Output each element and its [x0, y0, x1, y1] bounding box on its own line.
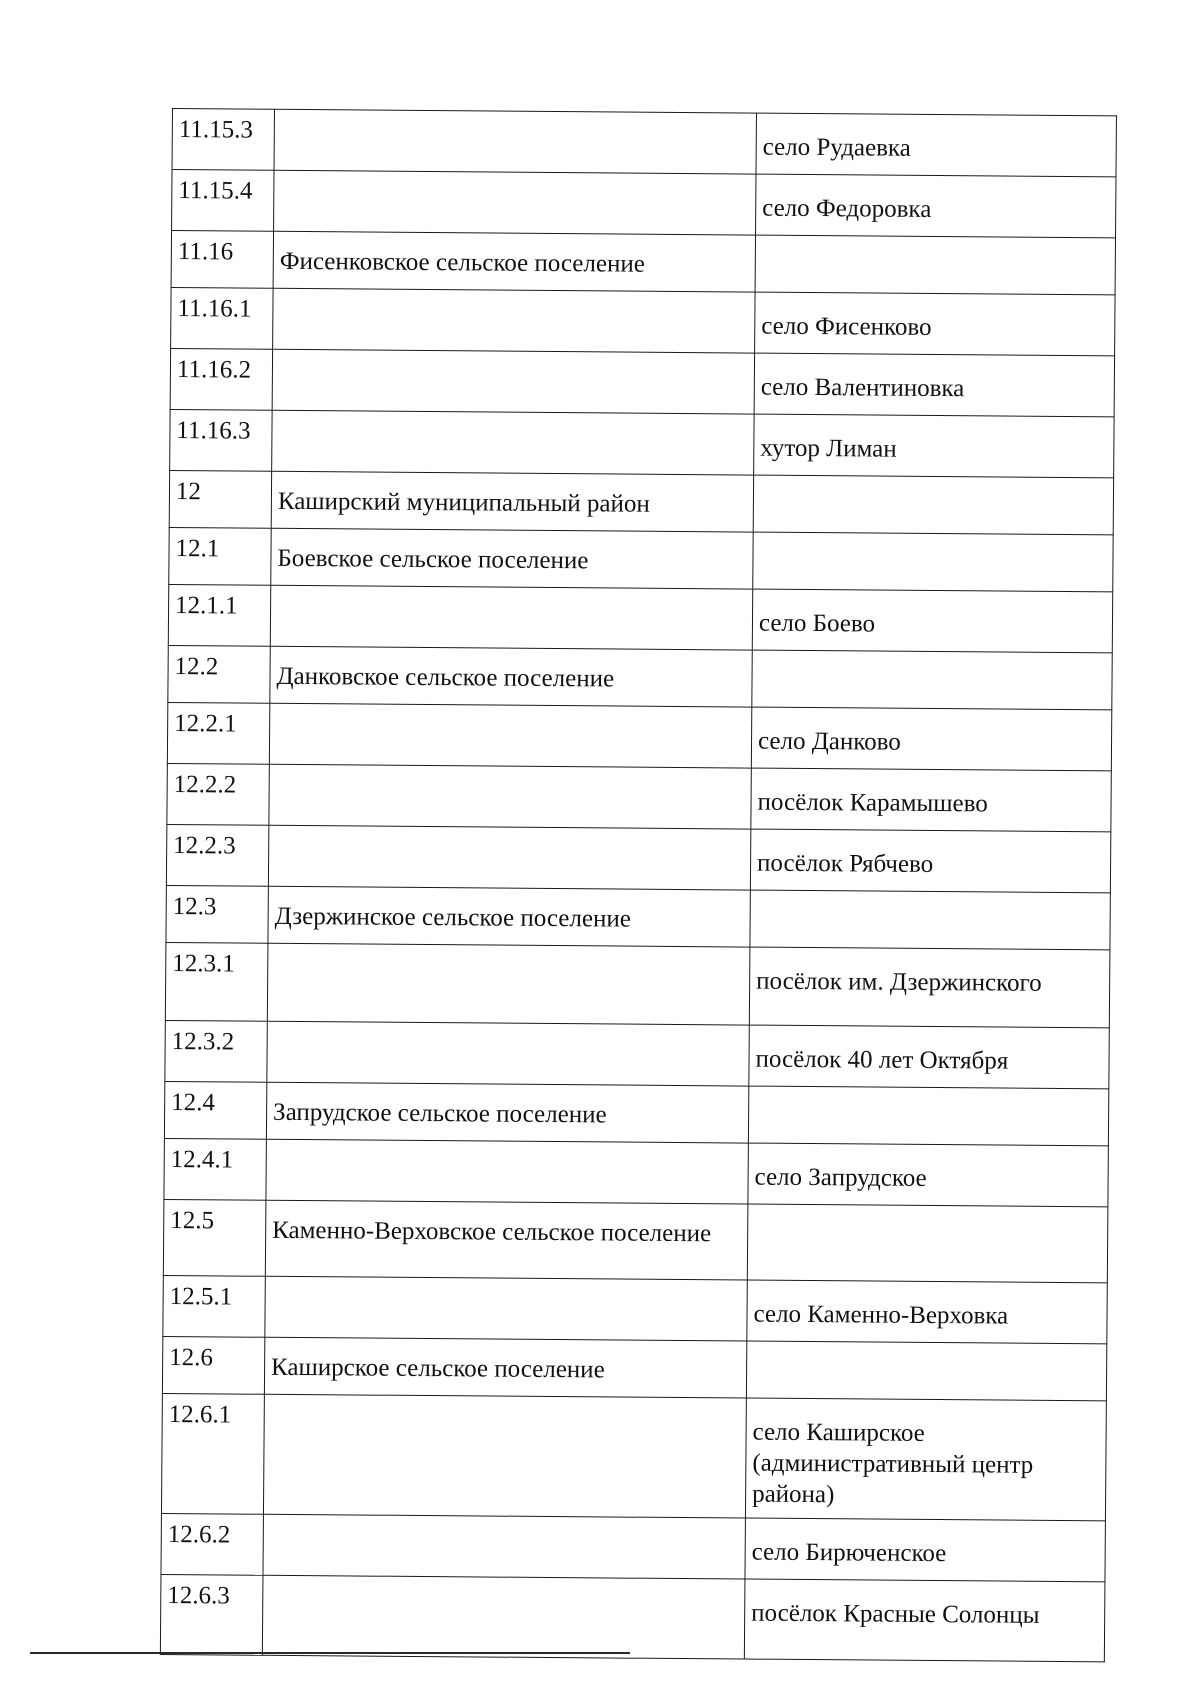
municipality-name-cell	[267, 943, 750, 1025]
municipality-name-cell	[273, 288, 755, 353]
row-number-cell: 12.5	[163, 1199, 266, 1276]
table-row	[162, 1336, 1106, 1400]
table-row	[164, 1138, 1108, 1206]
settlement-name-cell: хутор Лиман	[754, 414, 1114, 478]
table-row	[161, 1513, 1105, 1581]
settlement-name-cell	[753, 532, 1113, 592]
row-number-cell: 12.3	[166, 885, 268, 943]
municipality-name-cell: Каширский муниципальный район	[271, 471, 753, 532]
settlement-name-cell: посёлок Карамышево	[751, 768, 1111, 832]
settlement-name-cell: село Рудаевка	[756, 113, 1116, 177]
municipality-name-cell	[272, 410, 754, 475]
row-number-cell: 11.15.4	[172, 170, 274, 232]
row-number-cell: 12.6.3	[160, 1574, 263, 1655]
table-row	[164, 1081, 1108, 1145]
settlement-name-cell: посёлок Красные Солонцы	[744, 1579, 1105, 1662]
settlement-name-cell: посёлок Рябчево	[750, 829, 1110, 893]
municipality-name-cell: Данковское сельское поселение	[270, 646, 752, 707]
municipality-name-cell	[270, 585, 752, 650]
table-row	[169, 527, 1113, 591]
settlement-name-cell: село Данково	[751, 707, 1111, 771]
row-number-cell: 12	[169, 470, 271, 528]
settlement-name-cell: село Боево	[752, 589, 1112, 653]
municipality-name-cell	[265, 1276, 747, 1341]
settlement-name-cell: село Бирюченское	[745, 1518, 1105, 1582]
municipality-name-cell: Запрудское сельское поселение	[266, 1082, 748, 1143]
settlement-name-cell	[746, 1341, 1106, 1401]
municipality-name-cell	[272, 349, 754, 414]
table-container	[160, 108, 1080, 1662]
table-row	[166, 885, 1110, 949]
table-row	[161, 1393, 1106, 1520]
row-number-cell: 12.6	[162, 1336, 264, 1394]
settlement-name-cell	[747, 1204, 1108, 1283]
municipality-name-cell	[266, 1139, 748, 1204]
municipality-name-cell: Дзержинское сельское поселение	[268, 886, 750, 947]
table-row	[172, 109, 1116, 177]
table-row	[168, 584, 1112, 652]
row-number-cell: 12.3.1	[165, 942, 268, 1021]
table-row	[160, 1574, 1105, 1661]
table-row	[163, 1275, 1107, 1343]
table-row	[165, 1020, 1109, 1088]
row-number-cell: 12.5.1	[163, 1275, 265, 1337]
municipality-name-cell	[263, 1394, 746, 1518]
table-row	[167, 763, 1111, 831]
row-number-cell: 12.6.1	[161, 1393, 264, 1514]
municipality-name-cell: Боевское сельское поселение	[271, 528, 753, 589]
settlement-name-cell	[755, 235, 1115, 295]
table-row	[172, 170, 1116, 238]
row-number-cell: 12.1	[169, 527, 271, 585]
row-number-cell: 11.16	[171, 231, 273, 289]
municipality-name-cell	[268, 825, 750, 890]
settlement-name-cell: село Каменно-Верховка	[747, 1280, 1107, 1344]
table-row	[163, 1199, 1108, 1282]
settlement-name-cell: посёлок 40 лет Октября	[749, 1025, 1109, 1089]
table-row	[165, 942, 1110, 1027]
table-row	[169, 470, 1113, 534]
municipality-name-cell	[262, 1575, 745, 1659]
municipality-name-cell	[267, 1021, 749, 1086]
table-row	[170, 348, 1114, 416]
municipality-name-cell: Фисенковское сельское поселение	[273, 231, 755, 292]
municipality-name-cell	[263, 1514, 745, 1579]
table-row	[167, 702, 1111, 770]
row-number-cell: 12.2.1	[167, 702, 269, 764]
row-number-cell: 12.2.3	[166, 824, 268, 886]
settlement-name-cell: село Федоровка	[756, 174, 1116, 238]
table-row	[166, 824, 1110, 892]
table-row	[171, 287, 1115, 355]
municipality-name-cell	[274, 109, 756, 174]
row-number-cell: 11.16.1	[171, 287, 273, 349]
settlement-name-cell: село Запрудское	[748, 1143, 1108, 1207]
row-number-cell: 12.3.2	[165, 1020, 267, 1082]
row-number-cell: 12.1.1	[168, 584, 270, 646]
table-row	[170, 409, 1114, 477]
table-body	[160, 109, 1116, 1662]
settlement-name-cell	[750, 890, 1110, 950]
row-number-cell: 11.15.3	[172, 109, 274, 171]
settlement-name-cell	[753, 475, 1113, 535]
settlement-name-cell	[752, 650, 1112, 710]
settlement-name-cell: село Фисенково	[755, 292, 1115, 356]
table-row	[171, 231, 1115, 295]
settlement-name-cell	[748, 1086, 1108, 1146]
municipality-name-cell: Каменно-Верховское сельское поселение	[265, 1200, 748, 1280]
row-number-cell: 12.6.2	[161, 1513, 263, 1575]
row-number-cell: 11.16.3	[170, 409, 272, 471]
settlement-name-cell: село Каширское (административный центр района)	[745, 1398, 1106, 1521]
municipality-name-cell: Каширское сельское поселение	[264, 1337, 746, 1398]
table-row	[168, 645, 1112, 709]
settlement-name-cell: село Валентиновка	[754, 353, 1114, 417]
settlements-table	[160, 108, 1117, 1662]
municipality-name-cell	[269, 764, 751, 829]
municipality-name-cell	[274, 170, 756, 235]
row-number-cell: 11.16.2	[170, 348, 272, 410]
settlement-name-cell: посёлок им. Дзержинского	[749, 947, 1110, 1028]
row-number-cell: 12.2.2	[167, 763, 269, 825]
row-number-cell: 12.4.1	[164, 1138, 266, 1200]
row-number-cell: 12.4	[164, 1081, 266, 1139]
row-number-cell: 12.2	[168, 645, 270, 703]
bottom-divider	[30, 1652, 630, 1654]
municipality-name-cell	[269, 703, 751, 768]
